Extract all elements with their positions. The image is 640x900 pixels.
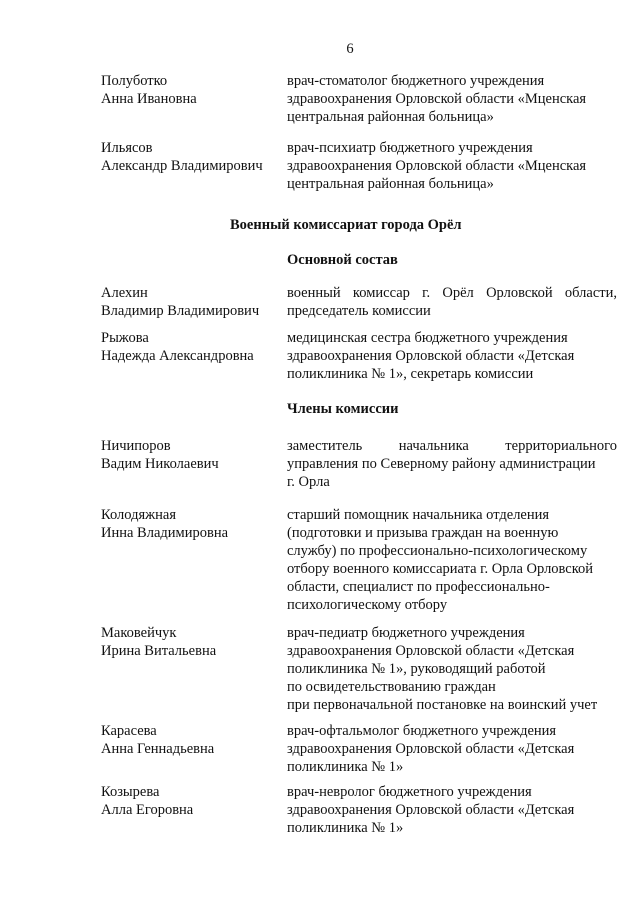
member-surname: Ильясов: [101, 140, 153, 156]
role-line: поликлиника № 1», секретарь комиссии: [287, 366, 534, 382]
role-line: поликлиника № 1»: [287, 820, 404, 836]
member-role: [287, 437, 617, 491]
member-given-names: Анна Геннадьевна: [101, 741, 215, 757]
members-title: Члены комиссии: [287, 401, 399, 417]
member-role: [287, 284, 617, 320]
member-name: [101, 139, 281, 175]
member-role: [287, 506, 617, 614]
member-surname: Козырева: [101, 784, 160, 800]
role-line: председатель комиссии: [287, 303, 431, 319]
role-line: области, специалист по профессионально-: [287, 579, 550, 595]
member-surname: Колодяжная: [101, 507, 177, 523]
role-line: заместитель начальника территориального: [287, 438, 617, 454]
role-line: управления по Северному району администрации: [287, 456, 596, 472]
role-line: по освидетельствованию граждан: [287, 679, 496, 695]
member-role: [287, 329, 617, 383]
member-given-names: Алла Егоровна: [101, 802, 194, 818]
role-line: здравоохранения Орловской области «Детская: [287, 348, 575, 364]
role-line: врач-офтальмолог бюджетного учреждения: [287, 723, 557, 739]
member-name: [101, 722, 281, 758]
member-role: [287, 72, 617, 126]
member-surname: Рыжова: [101, 330, 149, 346]
role-line: г. Орла: [287, 474, 330, 490]
role-line: здравоохранения Орловской области «Мценская: [287, 158, 587, 174]
member-name: [101, 329, 281, 365]
member-name: [101, 437, 281, 473]
member-role: [287, 783, 617, 837]
role-line: поликлиника № 1»: [287, 759, 404, 775]
role-line: старший помощник начальника отделения: [287, 507, 550, 523]
role-line: медицинская сестра бюджетного учреждения: [287, 330, 568, 346]
role-line: здравоохранения Орловской области «Детская: [287, 741, 575, 757]
role-line: при первоначальной постановке на воинский учет: [287, 697, 598, 713]
role-line: врач-невролог бюджетного учреждения: [287, 784, 532, 800]
page-number: 6: [346, 41, 354, 57]
member-name: [101, 506, 281, 542]
member-surname: Маковейчук: [101, 625, 177, 641]
member-surname: Полуботко: [101, 73, 168, 89]
member-surname: Ничипоров: [101, 438, 171, 454]
member-role: [287, 139, 617, 193]
member-name: [101, 624, 281, 660]
member-surname: Карасева: [101, 723, 157, 739]
member-given-names: Ирина Витальевна: [101, 643, 217, 659]
member-name: [101, 284, 281, 320]
role-line: (подготовки и призыва граждан на военную: [287, 525, 559, 541]
member-role: [287, 624, 617, 714]
role-line: врач-психиатр бюджетного учреждения: [287, 140, 533, 156]
member-given-names: Владимир Владимирович: [101, 303, 260, 319]
member-given-names: Надежда Александровна: [101, 348, 254, 364]
role-line: поликлиника № 1», руководящий работой: [287, 661, 546, 677]
member-given-names: Анна Ивановна: [101, 91, 197, 107]
member-given-names: Инна Владимировна: [101, 525, 229, 541]
main-composition-title: Основной состав: [287, 252, 398, 268]
member-name: [101, 783, 281, 819]
role-line: здравоохранения Орловской области «Детская: [287, 802, 575, 818]
role-line: военный комиссар г. Орёл Орловской области,: [287, 285, 617, 301]
role-line: психологическому отбору: [287, 597, 448, 613]
role-line: центральная районная больница»: [287, 176, 494, 192]
role-line: центральная районная больница»: [287, 109, 494, 125]
role-line: службу) по профессионально-психологическому: [287, 543, 588, 559]
role-line: здравоохранения Орловской области «Мценская: [287, 91, 587, 107]
member-given-names: Вадим Николаевич: [101, 456, 219, 472]
role-line: здравоохранения Орловской области «Детская: [287, 643, 575, 659]
member-name: [101, 72, 281, 108]
role-line: врач-стоматолог бюджетного учреждения: [287, 73, 545, 89]
role-line: отбору военного комиссариата г. Орла Орловской: [287, 561, 594, 577]
member-surname: Алехин: [101, 285, 148, 301]
member-given-names: Александр Владимирович: [101, 158, 263, 174]
role-line: врач-педиатр бюджетного учреждения: [287, 625, 525, 641]
section-title: Военный комиссариат города Орёл: [230, 217, 462, 233]
member-role: [287, 722, 617, 776]
